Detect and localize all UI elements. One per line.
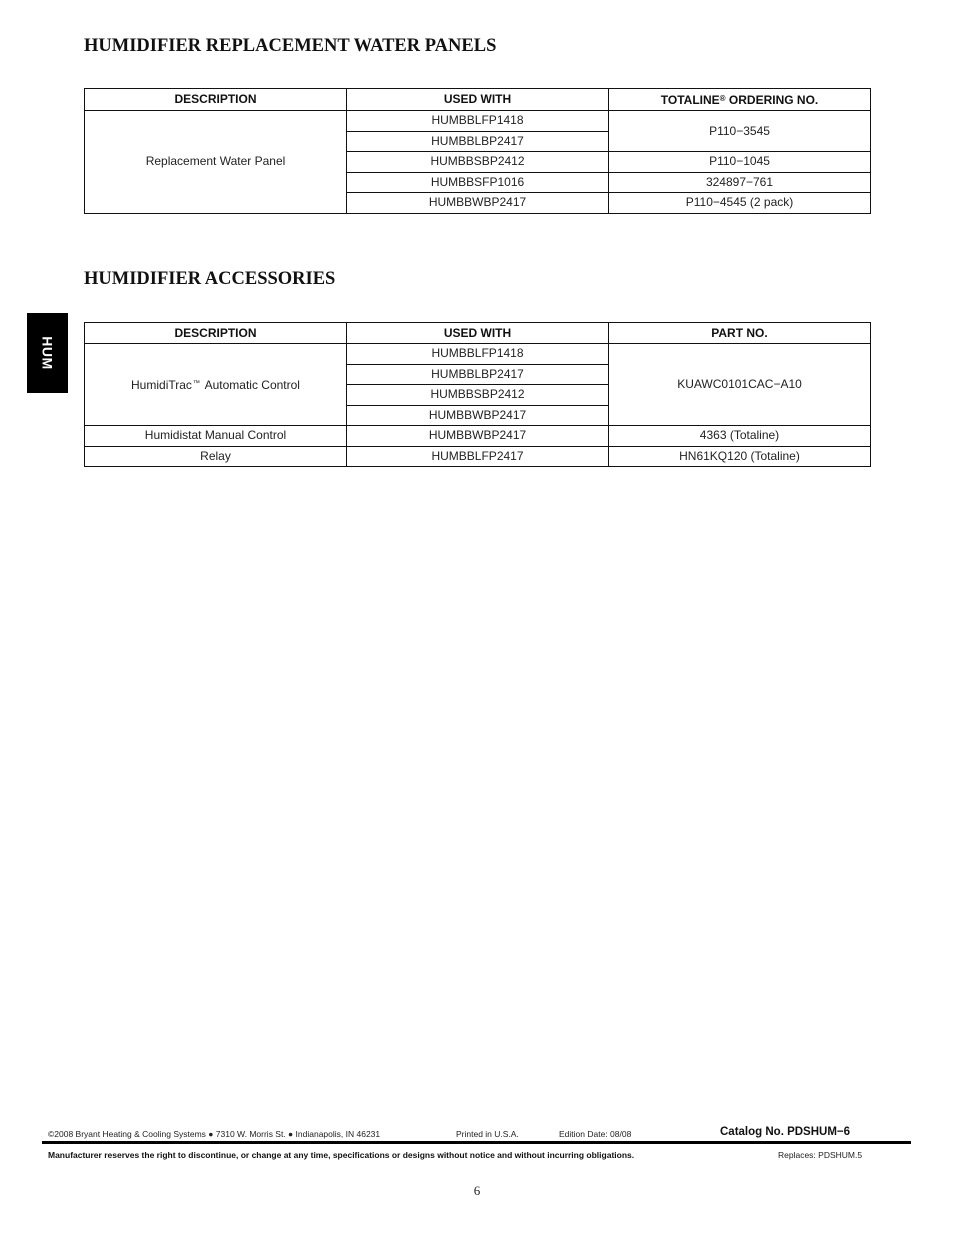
column-header-used-with: USED WITH: [347, 89, 609, 111]
ordering-no-cell: P110−4545 (2 pack): [609, 193, 871, 214]
used-with-cell: HUMBBLBP2417: [347, 364, 609, 385]
used-with-cell: HUMBBLFP2417: [347, 446, 609, 467]
ordering-no-cell: P110−1045: [609, 152, 871, 173]
description-cell: [85, 344, 347, 426]
table-row: [85, 344, 871, 365]
header-text: TOTALINE: [660, 93, 720, 107]
table-row: [85, 446, 871, 467]
footer-printed: Printed in U.S.A.: [456, 1129, 519, 1139]
column-header-ordering-no: [609, 89, 871, 111]
footer-divider: [42, 1141, 911, 1144]
accessories-table: [84, 322, 871, 467]
registered-mark: ®: [719, 94, 726, 103]
table-header-row: [85, 89, 871, 111]
page-number: 6: [473, 1183, 481, 1198]
footer-info: [48, 1127, 914, 1141]
column-header-description: DESCRIPTION: [85, 323, 347, 344]
footer-edition-date: Edition Date: 08/08: [559, 1129, 632, 1139]
header-text: ORDERING NO.: [725, 93, 819, 107]
used-with-cell: HUMBBSBP2412: [347, 385, 609, 406]
used-with-cell: HUMBBWBP2417: [347, 405, 609, 426]
description-cell: Relay: [85, 446, 347, 467]
column-header-description: DESCRIPTION: [85, 89, 347, 111]
used-with-cell: HUMBBWBP2417: [347, 426, 609, 447]
part-no-cell: HN61KQ120 (Totaline): [609, 446, 871, 467]
ordering-no-cell: P110−3545: [609, 111, 871, 152]
used-with-cell: HUMBBLBP2417: [347, 131, 609, 152]
used-with-cell: HUMBBWBP2417: [347, 193, 609, 214]
used-with-cell: HUMBBSBP2412: [347, 152, 609, 173]
section-title-water-panels: HUMIDIFIER REPLACEMENT WATER PANELS: [84, 36, 497, 56]
description-cell: Replacement Water Panel: [85, 111, 347, 214]
used-with-cell: HUMBBLFP1418: [347, 344, 609, 365]
trademark-mark: ™: [192, 380, 200, 387]
part-no-cell: 4363 (Totaline): [609, 426, 871, 447]
side-tab-hum: [27, 313, 68, 393]
footer-disclaimer: Manufacturer reserves the right to discontinue, or change at any time, specifications or designs without notice and without incurring obligations.: [48, 1150, 635, 1160]
table-row: [85, 111, 871, 132]
footer-replaces: Replaces: PDSHUM.5: [778, 1150, 863, 1160]
footer-legal: [48, 1149, 914, 1163]
table-header-row: [85, 323, 871, 344]
column-header-used-with: USED WITH: [347, 323, 609, 344]
table-row: [85, 426, 871, 447]
side-tab-label: HUM: [39, 336, 56, 370]
description-text: HumidiTrac: [131, 378, 192, 392]
section-title-accessories: HUMIDIFIER ACCESSORIES: [84, 269, 336, 289]
footer-catalog-number: Catalog No. PDSHUM−6: [720, 1126, 851, 1138]
ordering-no-cell: 324897−761: [609, 172, 871, 193]
water-panels-table: [84, 88, 871, 214]
description-text: Automatic Control: [201, 378, 300, 392]
description-cell: Humidistat Manual Control: [85, 426, 347, 447]
used-with-cell: HUMBBSFP1016: [347, 172, 609, 193]
footer-copyright: ©2008 Bryant Heating & Cooling Systems ● 7310 W. Morris St. ● Indianapolis, IN 46231: [48, 1129, 381, 1139]
used-with-cell: HUMBBLFP1418: [347, 111, 609, 132]
column-header-part-no: PART NO.: [609, 323, 871, 344]
part-no-cell: KUAWC0101CAC−A10: [609, 344, 871, 426]
